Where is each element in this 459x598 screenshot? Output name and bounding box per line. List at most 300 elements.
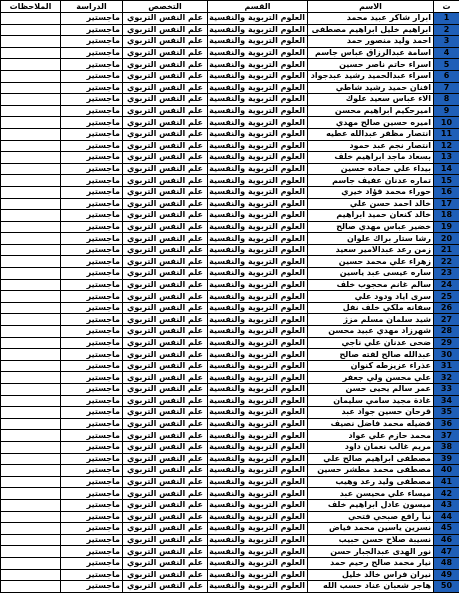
student-name: بيداء علي حماده حسين (308, 163, 434, 175)
study-level-cell: ماجستير (61, 302, 123, 314)
study-level-cell: ماجستير (61, 210, 123, 222)
student-name: احمد وليد منصور حمد (308, 36, 434, 48)
notes-cell (1, 221, 61, 233)
row-number: 49 (434, 569, 459, 581)
study-level-cell: ماجستير (61, 105, 123, 117)
study-level-cell: ماجستير (61, 395, 123, 407)
student-name: سرى اياد ودود علي (308, 291, 434, 303)
student-name: هاجر شعبان عناد حسب الله (308, 581, 434, 593)
table-row (1, 186, 459, 198)
department-cell: العلوم التربوية والنفسية (208, 13, 308, 25)
specialization-cell: علم النفس التربوي (123, 430, 208, 442)
student-name: ساره عيسى عبد ياسين (308, 268, 434, 280)
table-row (1, 256, 459, 268)
study-level-cell: ماجستير (61, 47, 123, 59)
student-name: ابرار شاكر عبيد محمد (308, 13, 434, 25)
header-dept: القسم (208, 1, 308, 13)
student-name: نيران فراس خالد خليل (308, 569, 434, 581)
notes-cell (1, 82, 61, 94)
notes-cell (1, 337, 61, 349)
row-number: 8 (434, 94, 459, 106)
row-number: 46 (434, 534, 459, 546)
specialization-cell: علم النفس التربوي (123, 534, 208, 546)
student-name: محمد حازم علي عواد (308, 430, 434, 442)
study-level-cell: ماجستير (61, 117, 123, 129)
student-name: مصطفى محمد مطشر حسين (308, 465, 434, 477)
student-name: شيد سلمان مسلم مزژ (308, 314, 434, 326)
study-level-cell: ماجستير (61, 140, 123, 152)
department-cell: العلوم التربوية والنفسية (208, 314, 308, 326)
table-row (1, 175, 459, 187)
study-level-cell: ماجستير (61, 163, 123, 175)
header-spec: التخصص (123, 1, 208, 13)
row-number: 42 (434, 488, 459, 500)
table-row (1, 488, 459, 500)
row-number: 16 (434, 186, 459, 198)
row-number: 12 (434, 140, 459, 152)
student-name: شهرزاد مهدي عبيد محسن (308, 326, 434, 338)
table-row (1, 546, 459, 558)
study-level-cell: ماجستير (61, 441, 123, 453)
study-level-cell: ماجستير (61, 384, 123, 396)
table-row (1, 47, 459, 59)
department-cell: العلوم التربوية والنفسية (208, 349, 308, 361)
study-level-cell: ماجستير (61, 511, 123, 523)
student-name: رشا ستار براك علوان (308, 233, 434, 245)
header-name: الاسم (308, 1, 434, 13)
notes-cell (1, 233, 61, 245)
notes-cell (1, 441, 61, 453)
specialization-cell: علم النفس التربوي (123, 105, 208, 117)
department-cell: العلوم التربوية والنفسية (208, 105, 308, 117)
student-name: عبدالله صالح لفته صالح (308, 349, 434, 361)
study-level-cell: ماجستير (61, 430, 123, 442)
table-row (1, 499, 459, 511)
specialization-cell: علم النفس التربوي (123, 70, 208, 82)
specialization-cell: علم النفس التربوي (123, 557, 208, 569)
specialization-cell: علم النفس التربوي (123, 488, 208, 500)
study-level-cell: ماجستير (61, 82, 123, 94)
study-level-cell: ماجستير (61, 70, 123, 82)
notes-cell (1, 430, 61, 442)
notes-cell (1, 105, 61, 117)
table-row (1, 349, 459, 361)
notes-cell (1, 163, 61, 175)
department-cell: العلوم التربوية والنفسية (208, 186, 308, 198)
notes-cell (1, 186, 61, 198)
department-cell: العلوم التربوية والنفسية (208, 372, 308, 384)
study-level-cell: ماجستير (61, 360, 123, 372)
specialization-cell: علم النفس التربوي (123, 337, 208, 349)
row-number: 28 (434, 326, 459, 338)
row-number: 2 (434, 24, 459, 36)
department-cell: العلوم التربوية والنفسية (208, 163, 308, 175)
row-number: 1 (434, 13, 459, 25)
study-level-cell: ماجستير (61, 499, 123, 511)
row-number: 32 (434, 372, 459, 384)
student-name: نور الهدى عبدالجبار حسن (308, 546, 434, 558)
notes-cell (1, 395, 61, 407)
study-level-cell: ماجستير (61, 24, 123, 36)
table-row (1, 233, 459, 245)
notes-cell (1, 279, 61, 291)
specialization-cell: علم النفس التربوي (123, 128, 208, 140)
study-level-cell: ماجستير (61, 291, 123, 303)
student-name: خضير عباس مهدي صالح (308, 221, 434, 233)
row-number: 20 (434, 233, 459, 245)
study-level-cell: ماجستير (61, 221, 123, 233)
student-name: قرحان حسين جواد عبد (308, 407, 434, 419)
row-number: 6 (434, 70, 459, 82)
row-number: 44 (434, 511, 459, 523)
student-name: سفانه ملكي خلف نفل (308, 302, 434, 314)
student-name: خالد كنعان حميد ابراهيم (308, 210, 434, 222)
row-number: 50 (434, 581, 459, 593)
row-number: 11 (434, 128, 459, 140)
student-name: زمن رعد عبدالامير سعيد (308, 244, 434, 256)
study-level-cell: ماجستير (61, 13, 123, 25)
study-level-cell: ماجستير (61, 453, 123, 465)
study-level-cell: ماجستير (61, 36, 123, 48)
student-name: انتصار مظفر عبدالله عطيه (308, 128, 434, 140)
student-name: اسامة عبدالرزاق عباس جاسم (308, 47, 434, 59)
row-number: 7 (434, 82, 459, 94)
row-number: 18 (434, 210, 459, 222)
specialization-cell: علم النفس التربوي (123, 36, 208, 48)
row-number: 38 (434, 441, 459, 453)
department-cell: العلوم التربوية والنفسية (208, 128, 308, 140)
study-level-cell: ماجستير (61, 581, 123, 593)
specialization-cell: علم النفس التربوي (123, 47, 208, 59)
notes-cell (1, 94, 61, 106)
department-cell: العلوم التربوية والنفسية (208, 244, 308, 256)
specialization-cell: علم النفس التربوي (123, 511, 208, 523)
specialization-cell: علم النفس التربوي (123, 175, 208, 187)
table-row (1, 198, 459, 210)
row-number: 36 (434, 418, 459, 430)
study-level-cell: ماجستير (61, 569, 123, 581)
notes-cell (1, 534, 61, 546)
specialization-cell: علم النفس التربوي (123, 233, 208, 245)
student-name: ميسون عادل ابراهيم خلف (308, 499, 434, 511)
header-notes: الملاحظات (1, 1, 61, 13)
specialization-cell: علم النفس التربوي (123, 152, 208, 164)
department-cell: العلوم التربوية والنفسية (208, 337, 308, 349)
header-row (1, 1, 459, 13)
department-cell: العلوم التربوية والنفسية (208, 441, 308, 453)
row-number: 37 (434, 430, 459, 442)
study-level-cell: ماجستير (61, 233, 123, 245)
study-level-cell: ماجستير (61, 314, 123, 326)
row-number: 22 (434, 256, 459, 268)
notes-cell (1, 499, 61, 511)
student-name: اسراء حاتم ناصر حسين (308, 59, 434, 71)
table-row (1, 268, 459, 280)
student-name: الاء عباس سعيد علوك (308, 94, 434, 106)
row-number: 3 (434, 36, 459, 48)
specialization-cell: علم النفس التربوي (123, 441, 208, 453)
row-number: 30 (434, 349, 459, 361)
specialization-cell: علم النفس التربوي (123, 221, 208, 233)
study-level-cell: ماجستير (61, 407, 123, 419)
table-row (1, 569, 459, 581)
department-cell: العلوم التربوية والنفسية (208, 47, 308, 59)
study-level-cell: ماجستير (61, 349, 123, 361)
row-number: 23 (434, 268, 459, 280)
department-cell: العلوم التربوية والنفسية (208, 24, 308, 36)
department-cell: العلوم التربوية والنفسية (208, 256, 308, 268)
specialization-cell: علم النفس التربوي (123, 24, 208, 36)
table-row (1, 523, 459, 535)
student-name: زهراء علي محمد حسين (308, 256, 434, 268)
department-cell: العلوم التربوية والنفسية (208, 36, 308, 48)
specialization-cell: علم النفس التربوي (123, 59, 208, 71)
student-name: مصطفى ابراهيم صالح علي (308, 453, 434, 465)
table-row (1, 511, 459, 523)
notes-cell (1, 453, 61, 465)
table-row (1, 418, 459, 430)
student-name: علي محسن ولي جعفر (308, 372, 434, 384)
study-level-cell: ماجستير (61, 488, 123, 500)
table-row (1, 163, 459, 175)
student-name: اسراء عبدالحميد رشيد عبدجواد (308, 70, 434, 82)
row-number: 27 (434, 314, 459, 326)
notes-cell (1, 523, 61, 535)
department-cell: العلوم التربوية والنفسية (208, 210, 308, 222)
notes-cell (1, 175, 61, 187)
row-number: 33 (434, 384, 459, 396)
department-cell: العلوم التربوية والنفسية (208, 453, 308, 465)
study-level-cell: ماجستير (61, 337, 123, 349)
specialization-cell: علم النفس التربوي (123, 244, 208, 256)
notes-cell (1, 326, 61, 338)
table-row (1, 557, 459, 569)
department-cell: العلوم التربوية والنفسية (208, 152, 308, 164)
department-cell: العلوم التربوية والنفسية (208, 279, 308, 291)
study-level-cell: ماجستير (61, 186, 123, 198)
specialization-cell: علم النفس التربوي (123, 268, 208, 280)
table-row (1, 581, 459, 593)
department-cell: العلوم التربوية والنفسية (208, 268, 308, 280)
notes-cell (1, 511, 61, 523)
row-number: 24 (434, 279, 459, 291)
row-number: 10 (434, 117, 459, 129)
specialization-cell: علم النفس التربوي (123, 256, 208, 268)
notes-cell (1, 210, 61, 222)
notes-cell (1, 569, 61, 581)
table-row (1, 441, 459, 453)
notes-cell (1, 24, 61, 36)
specialization-cell: علم النفس التربوي (123, 465, 208, 477)
table-row (1, 326, 459, 338)
specialization-cell: علم النفس التربوي (123, 453, 208, 465)
student-name: اميره حسين صالح مهدي (308, 117, 434, 129)
table-row (1, 314, 459, 326)
specialization-cell: علم النفس التربوي (123, 163, 208, 175)
specialization-cell: علم النفس التربوي (123, 279, 208, 291)
department-cell: العلوم التربوية والنفسية (208, 82, 308, 94)
notes-cell (1, 47, 61, 59)
department-cell: العلوم التربوية والنفسية (208, 59, 308, 71)
specialization-cell: علم النفس التربوي (123, 94, 208, 106)
study-level-cell: ماجستير (61, 534, 123, 546)
row-number: 19 (434, 221, 459, 233)
study-level-cell: ماجستير (61, 244, 123, 256)
department-cell: العلوم التربوية والنفسية (208, 488, 308, 500)
department-cell: العلوم التربوية والنفسية (208, 395, 308, 407)
notes-cell (1, 349, 61, 361)
study-level-cell: ماجستير (61, 268, 123, 280)
department-cell: العلوم التربوية والنفسية (208, 418, 308, 430)
department-cell: العلوم التربوية والنفسية (208, 465, 308, 477)
specialization-cell: علم النفس التربوي (123, 326, 208, 338)
study-level-cell: ماجستير (61, 476, 123, 488)
notes-cell (1, 581, 61, 593)
table-row (1, 59, 459, 71)
row-number: 25 (434, 291, 459, 303)
notes-cell (1, 384, 61, 396)
notes-cell (1, 360, 61, 372)
row-number: 39 (434, 453, 459, 465)
row-number: 47 (434, 546, 459, 558)
notes-cell (1, 36, 61, 48)
table-row (1, 82, 459, 94)
header-study: الدراسة (61, 1, 123, 13)
notes-cell (1, 465, 61, 477)
notes-cell (1, 546, 61, 558)
department-cell: العلوم التربوية والنفسية (208, 291, 308, 303)
table-row (1, 70, 459, 82)
student-name: افنان حميد رشيد شاطي (308, 82, 434, 94)
table-row (1, 534, 459, 546)
notes-cell (1, 372, 61, 384)
specialization-cell: علم النفس التربوي (123, 581, 208, 593)
row-number: 41 (434, 476, 459, 488)
department-cell: العلوم التربوية والنفسية (208, 430, 308, 442)
specialization-cell: علم النفس التربوي (123, 499, 208, 511)
department-cell: العلوم التربوية والنفسية (208, 360, 308, 372)
student-name: تماره عدنان عفيف جاسم (308, 175, 434, 187)
department-cell: العلوم التربوية والنفسية (208, 523, 308, 535)
notes-cell (1, 198, 61, 210)
notes-cell (1, 314, 61, 326)
study-level-cell: ماجستير (61, 546, 123, 558)
table-row (1, 453, 459, 465)
specialization-cell: علم النفس التربوي (123, 291, 208, 303)
student-name: نسرين ياسين محمد فياض (308, 523, 434, 535)
notes-cell (1, 70, 61, 82)
table-row (1, 13, 459, 25)
table-row (1, 279, 459, 291)
student-name: نبأ رافع صبحي فتحي (308, 511, 434, 523)
specialization-cell: علم النفس التربوي (123, 476, 208, 488)
row-number: 14 (434, 163, 459, 175)
department-cell: العلوم التربوية والنفسية (208, 198, 308, 210)
specialization-cell: علم النفس التربوي (123, 198, 208, 210)
table-row (1, 302, 459, 314)
student-name: غادة مجيد سامي سليمان (308, 395, 434, 407)
specialization-cell: علم النفس التربوي (123, 418, 208, 430)
student-name: انتصار نجم عبد حمود (308, 140, 434, 152)
notes-cell (1, 488, 61, 500)
row-number: 31 (434, 360, 459, 372)
student-name: سالم غانم محجوب خلف (308, 279, 434, 291)
department-cell: العلوم التربوية والنفسية (208, 302, 308, 314)
specialization-cell: علم النفس التربوي (123, 384, 208, 396)
notes-cell (1, 302, 61, 314)
department-cell: العلوم التربوية والنفسية (208, 511, 308, 523)
table-row (1, 117, 459, 129)
study-level-cell: ماجستير (61, 198, 123, 210)
table-row (1, 24, 459, 36)
specialization-cell: علم النفس التربوي (123, 140, 208, 152)
table-row (1, 395, 459, 407)
student-name: خالد احمد حسن علي (308, 198, 434, 210)
notes-cell (1, 557, 61, 569)
specialization-cell: علم النفس التربوي (123, 13, 208, 25)
notes-cell (1, 268, 61, 280)
department-cell: العلوم التربوية والنفسية (208, 569, 308, 581)
student-name: ابراهيم خليل ابراهيم مصطفى (308, 24, 434, 36)
department-cell: العلوم التربوية والنفسية (208, 94, 308, 106)
department-cell: العلوم التربوية والنفسية (208, 557, 308, 569)
table-row (1, 244, 459, 256)
student-name: عمر سالم يحيى حسن (308, 384, 434, 396)
study-level-cell: ماجستير (61, 256, 123, 268)
specialization-cell: علم النفس التربوي (123, 82, 208, 94)
notes-cell (1, 152, 61, 164)
row-number: 4 (434, 47, 459, 59)
table-row (1, 372, 459, 384)
notes-cell (1, 128, 61, 140)
table-row (1, 360, 459, 372)
notes-cell (1, 476, 61, 488)
table-row (1, 94, 459, 106)
student-name: ضحى عدنان علي ناجي (308, 337, 434, 349)
notes-cell (1, 244, 61, 256)
student-name: ميساء علي محيسن عبد (308, 488, 434, 500)
study-level-cell: ماجستير (61, 59, 123, 71)
row-number: 13 (434, 152, 459, 164)
study-level-cell: ماجستير (61, 175, 123, 187)
department-cell: العلوم التربوية والنفسية (208, 534, 308, 546)
student-name: فضيله محمد فاضل نصيف (308, 418, 434, 430)
table-row (1, 476, 459, 488)
notes-cell (1, 407, 61, 419)
department-cell: العلوم التربوية والنفسية (208, 175, 308, 187)
department-cell: العلوم التربوية والنفسية (208, 70, 308, 82)
department-cell: العلوم التربوية والنفسية (208, 117, 308, 129)
study-level-cell: ماجستير (61, 557, 123, 569)
notes-cell (1, 291, 61, 303)
specialization-cell: علم النفس التربوي (123, 569, 208, 581)
table-row (1, 152, 459, 164)
table-row (1, 128, 459, 140)
notes-cell (1, 59, 61, 71)
table-row (1, 36, 459, 48)
specialization-cell: علم النفس التربوي (123, 302, 208, 314)
student-name: مصطفى وليد رعد وهيب (308, 476, 434, 488)
row-number: 40 (434, 465, 459, 477)
table-header (1, 1, 459, 13)
header-num: ت (434, 1, 459, 13)
table-row (1, 407, 459, 419)
table-row (1, 210, 459, 222)
row-number: 21 (434, 244, 459, 256)
department-cell: العلوم التربوية والنفسية (208, 476, 308, 488)
notes-cell (1, 117, 61, 129)
study-level-cell: ماجستير (61, 94, 123, 106)
